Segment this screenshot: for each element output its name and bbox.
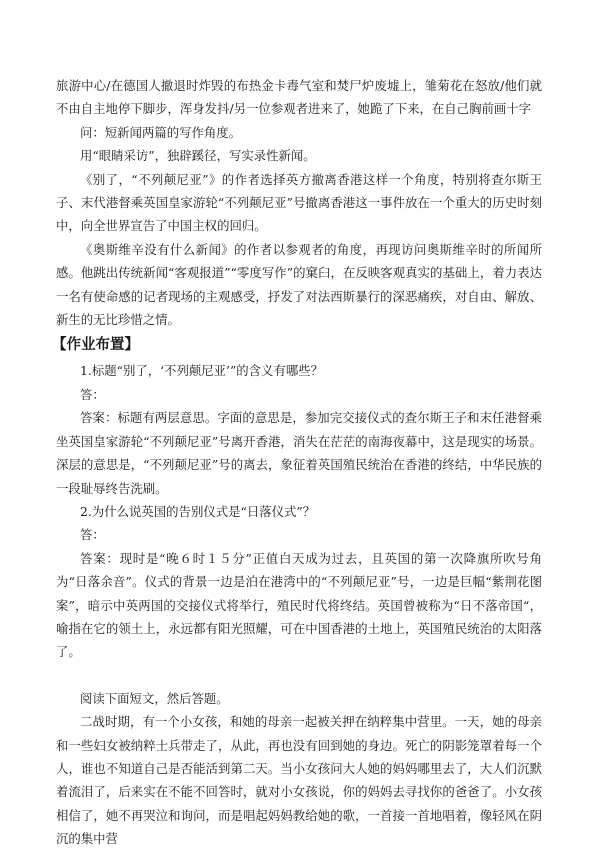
reading-instruction: 阅读下面短文，然后答题。	[80, 690, 229, 706]
answer-label-2: 答：	[80, 527, 105, 543]
reading-passage: 二战时期，有一个小女孩，和她的母亲一起被关押在纳粹集中营里。一天，她的母亲和一些妇女被纳粹士兵带走了，从此，再也没有回到她的身边。死亡的阴影笼罩着每一个人，谁也不知道自己是否能活到第二天。当小女孩问大人她的妈妈哪里去了，大人们沉默着流泪了，后来实在不能不回答时，就对小女孩说，你的妈妈去寻找你的爸爸了。小女孩相信了，她不再哭泣和询问，而是唱起妈妈教给她的歌，一首接一首地唱着，像轻风在阴沉的集中营	[56, 714, 542, 847]
answer-eye-interview: 用“眼睛采访”，独辟蹊径，写实录性新闻。	[80, 148, 316, 164]
homework-question-1: 1.标题“别了，‘不列颠尼亚’”的含义有哪些？	[80, 363, 324, 379]
homework-answer-2: 答案：现时是“晚６时１５分”正值白天成为过去，且英国的第一次降旗所吹号角为“日落余音”。仪式的背景一边是泊在港湾中的“不列颠尼亚”号，一边是巨幅“紫荆花图案”，暗示中英两国的交接仪式将举行，殖民时代将终结。英国曾被称为“日不落帝国“，喻指在它的领土上，永远都有阳光照耀，可在中国香港的土地上，英国殖民统治的太阳落了。	[56, 550, 542, 660]
answer-label-1: 答：	[80, 386, 105, 402]
document-body	[52, 74, 542, 851]
homework-question-2: 2.为什么说英国的告别仪式是“日落仪式”？	[80, 503, 316, 519]
question-writing-angle: 问：短新闻两篇的写作角度。	[80, 124, 242, 140]
paragraph-auschwitz-excerpt: 旅游中心/在德国人撤退时炸毁的布热金卡毒气室和焚尸炉废墟上，雏菊花在怒放/他们就不由自主地停下脚步，浑身发抖/另一位参观者进来了，她跪了下来，在自己胸前画十字	[56, 78, 542, 117]
homework-heading: 【作业布置】	[52, 337, 139, 354]
paragraph-britannia-angle: 《别了，“不列颠尼亚”》的作者选择英方撤离香港这样一个角度，特别将查尔斯王子、末代港督乘英国皇家游轮“不列颠尼亚”号撤离香港这一事件放在一个重大的历史时刻中，向全世界宣告了中国主权的回归。	[56, 171, 542, 234]
paragraph-auschwitz-angle: 《奥斯维辛没有什么新闻》的作者以参观者的角度，再现访问奥斯维辛时的所闻所感。他跳出传统新闻“客观报道”“零度写作”的窠臼，在反映客观真实的基础上，着力表达一名有使命感的记者现场的主观感受，抒发了对法西斯暴行的深恶痛疾，对自由、解放、新生的无比珍惜之情。	[56, 241, 542, 328]
homework-answer-1: 答案：标题有两层意思。字面的意思是，参加完交接仪式的查尔斯王子和末任港督乘坐英国皇家游轮“不列颠尼亚”号离开香港，消失在茫茫的南海夜幕中，这是现实的场景。深层的意思是，“不列颠尼亚”号的离去，象征着英国殖民统治在香港的终结，中华民族的一段耻辱终告洗刷。	[56, 410, 542, 496]
section-spacer	[56, 664, 542, 687]
